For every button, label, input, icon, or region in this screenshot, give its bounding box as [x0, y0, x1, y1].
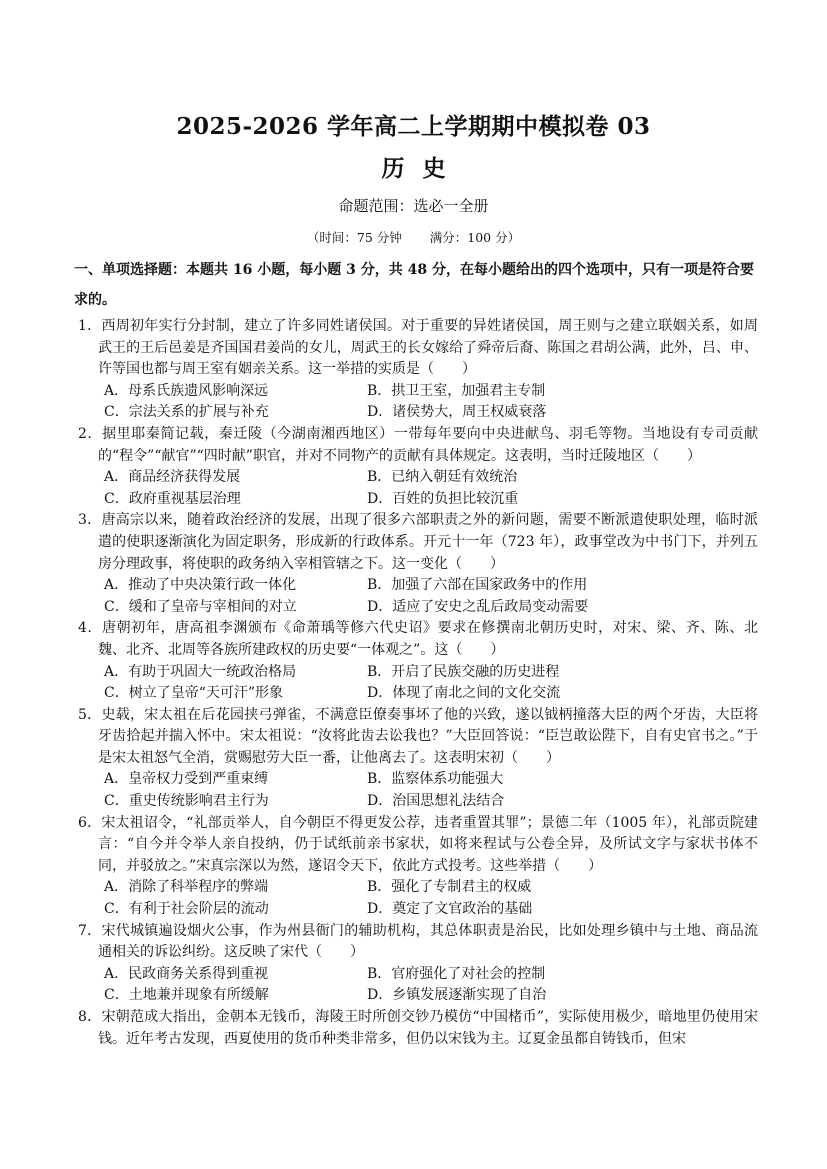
question [78, 424, 758, 510]
option-b: B．官府强化了对社会的控制 [367, 965, 546, 982]
option-b: B．监察体系功能强大 [367, 771, 504, 788]
section-heading: 一、单项选择题：本题共 16 小题，每小题 3 分，共 48 分，在每小题给出的四个选项中，只有一项是符合要求的。 [74, 262, 754, 308]
option-a: A．有助于巩固大一统政治格局 [104, 663, 297, 680]
question [78, 510, 758, 618]
option-b: B．拱卫王室，加强君主专制 [367, 382, 546, 399]
option-a: A．皇帝权力受到严重束缚 [104, 771, 269, 788]
question-stem: 1．西周初年实行分封制，建立了许多同姓诸侯国。对于重要的异姓诸侯国，周王则与之建立联姻关系，如周武王的王后邑姜是齐国国君姜尚的女儿，周武王的长女嫁给了舜帝后裔、陈国之君胡公满，此外，吕、申、许等国也都与周王室有姻亲关系。这一举措的实质是（ ） [78, 318, 758, 378]
option-d: D．适应了安史之乱后政局变动需要 [367, 598, 589, 615]
question-list [78, 316, 758, 1050]
time-and-score [0, 228, 827, 246]
option-b: B．强化了专制君主的权威 [367, 879, 532, 896]
question-stem: 3．唐高宗以来，随着政治经济的发展，出现了很多六部职责之外的新问题，需要不断派遣使职处理，临时派遣的使职逐渐演化为固定职务，形成新的行政体系。开元十一年（723 年），政事堂改为中书门下，并列五房分理政事，将使职的政务纳入宰相管辖之下。这一变化（ ） [78, 512, 758, 572]
option-b: B．开启了民族交融的历史进程 [367, 663, 560, 680]
question [78, 316, 758, 424]
option-b: B．加强了六部在国家政务中的作用 [367, 577, 588, 594]
question-stem: 7．宋代城镇遍设烟火公事，作为州县衙门的辅助机构，其总体职责是治民，比如处理乡镇中与土地、商品流通相关的诉讼纠纷。这反映了宋代（ ） [78, 922, 758, 961]
option-d: D．奠定了文官政治的基础 [367, 901, 533, 918]
full-score: 满分：100 分） [429, 230, 521, 245]
page-title: 2025-2026 学年高二上学期期中模拟卷 03 [176, 113, 651, 140]
option-d: D．乡镇发展逐渐实现了自治 [367, 987, 547, 1004]
option-a: A．母系氏族遗风影响深远 [104, 382, 269, 399]
option-c: C．政府重视基层治理 [104, 490, 241, 507]
question [78, 705, 758, 813]
option-d: D．诸侯势大，周王权威衰落 [367, 404, 547, 421]
option-b: B．已纳入朝廷有效统治 [367, 469, 518, 486]
option-c: C．缓和了皇帝与宰相间的对立 [104, 598, 297, 615]
option-d: D．体现了南北之间的文化交流 [367, 685, 561, 702]
time-limit: （时间：75 分钟 [306, 230, 402, 245]
option-c: C．有利于社会阶层的流动 [104, 901, 269, 918]
option-c: C．树立了皇帝“天可汗”形象 [104, 685, 284, 702]
question [78, 813, 758, 921]
option-a: A．民政商务关系得到重视 [104, 965, 269, 982]
option-d: D．百姓的负担比较沉重 [367, 490, 519, 507]
question-stem: 6．宋太祖诏令，“礼部贡举人，自今朝臣不得更发公荐，违者重置其罪”；景德二年（1005 年），礼部贡院建言：“自今并令举人亲自投纳，仍于试纸前亲书家状，如将来程试与公卷全异，及所试文字与家状书体不同，并驳放之。”宋真宗深以为然，遂诏令天下，依此方式投考。这些举措（ ） [78, 814, 758, 874]
option-c: C．宗法关系的扩展与补充 [104, 404, 269, 421]
question [78, 1007, 758, 1050]
question-stem: 8．宋朝范成大指出，金朝本无钱币，海陵王时所创交钞乃模仿“中国楮币”，实际使用极少，暗地里仍使用宋钱。近年考古发现，西夏使用的货币种类非常多，但仍以宋钱为主。辽夏金虽都自铸钱币，但宋 [78, 1009, 758, 1047]
question [78, 618, 758, 704]
question-stem: 5．史载，宋太祖在后花园挟弓弹雀，不满意臣僚奏事坏了他的兴致，遂以钺柄撞落大臣的两个牙齿，大臣将牙齿拾起并揣入怀中。宋太祖说：“汝将此齿去讼我也？”大臣回答说：“臣岂敢讼陛下，自有史官书之。”于是宋太祖怒气全消，赏赐慰劳大臣一番，让他离去了。这表明宋初（ ） [78, 706, 758, 766]
option-a: A．消除了科举程序的弊端 [104, 879, 269, 896]
option-d: D．治国思想礼法结合 [367, 793, 505, 810]
option-c: C．重史传统影响君主行为 [104, 793, 269, 810]
exam-scope: 命题范围：选必一全册 [338, 197, 489, 215]
subject-title: 历史 [381, 155, 464, 182]
option-c: C．土地兼并现象有所缓解 [104, 987, 269, 1004]
question [78, 921, 758, 1007]
option-a: A．商品经济获得发展 [104, 469, 241, 486]
question-stem: 2．据里耶秦简记载，秦迁陵（今湖南湘西地区）一带每年要向中央进献鸟、羽毛等物。当地设有专司贡献的“程令”“献官”“四时献”职官，并对不同物产的贡献有具体规定。这表明，当时迁陵地区（ ） [78, 425, 758, 464]
option-a: A．推动了中央决策行政一体化 [104, 577, 297, 594]
question-stem: 4．唐朝初年，唐高祖李渊颁布《命萧瑀等修六代史诏》要求在修撰南北朝历史时，对宋、梁、齐、陈、北魏、北齐、北周等各族所建政权的历史要“一体观之”。这（ ） [78, 620, 758, 658]
